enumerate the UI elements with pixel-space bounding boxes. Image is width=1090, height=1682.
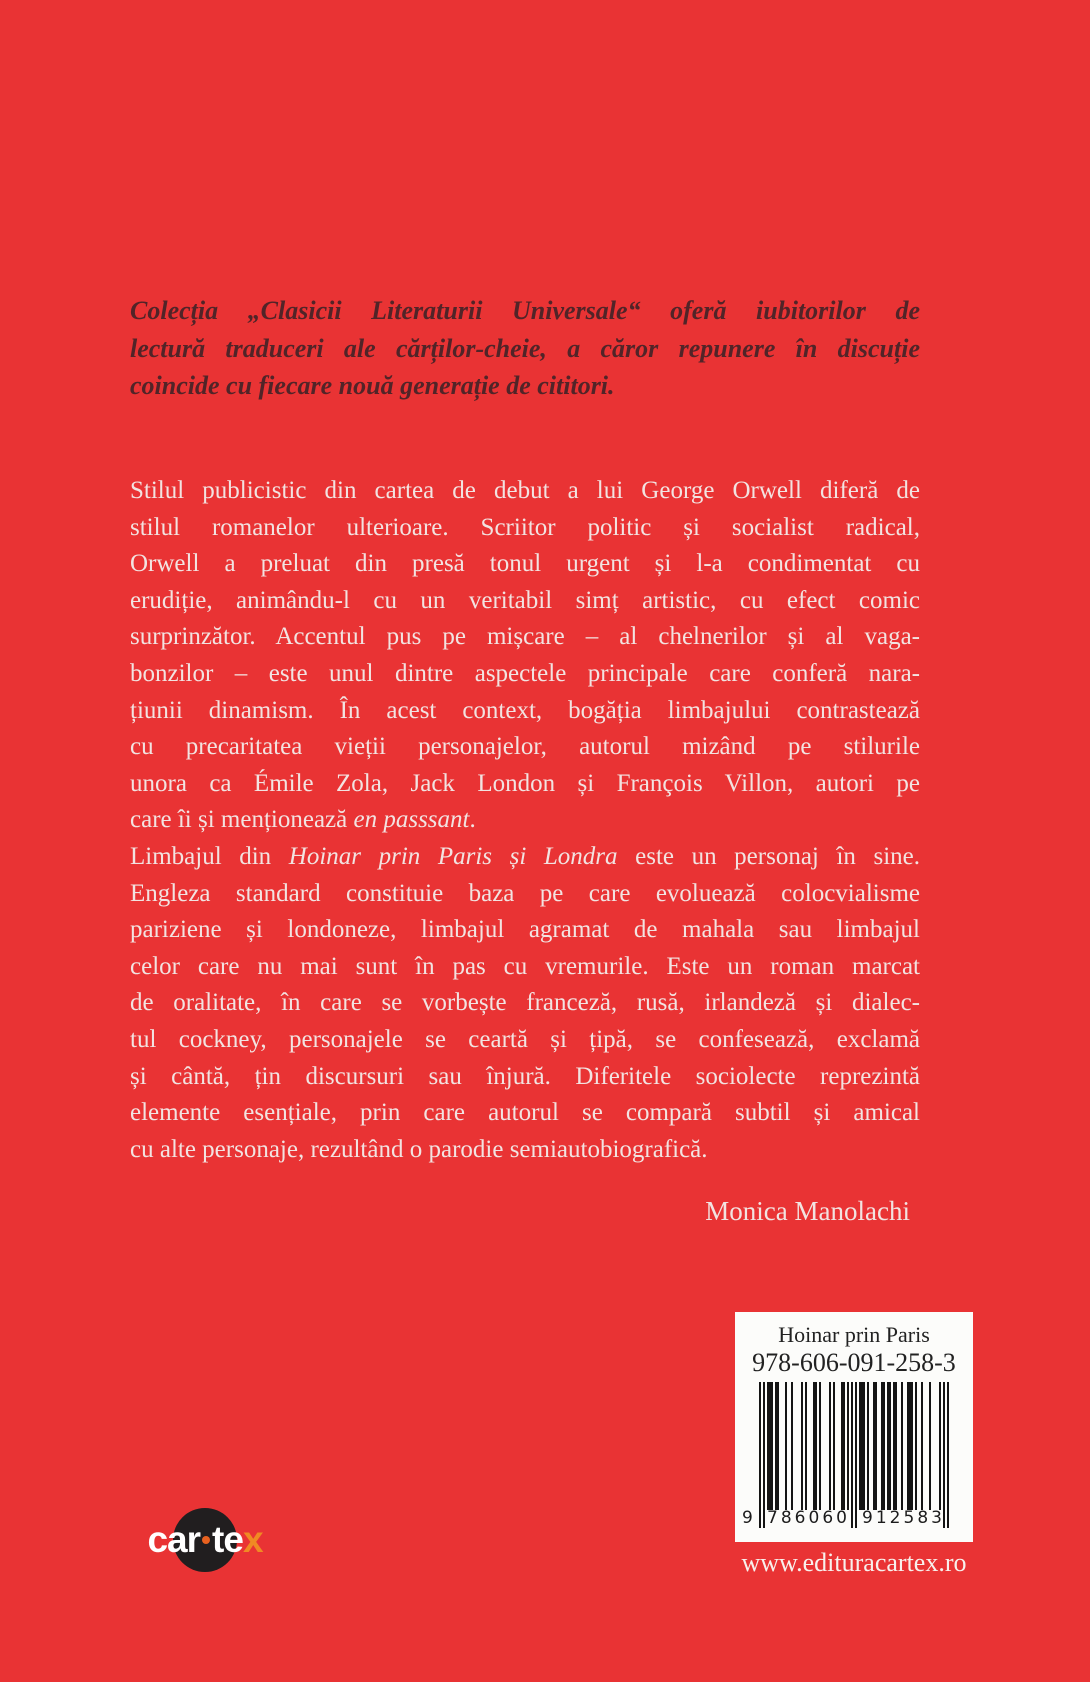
review-line: Limbajul din Hoinar prin Paris și Londra este un personaj în sine. — [130, 842, 920, 870]
barcode-bars — [759, 1382, 949, 1528]
review-line: erudiție, animându-l cu un veritabil simț artistic, cu efect comic — [130, 586, 920, 614]
blurb-line: lectură traduceri ale cărților-cheie, a căror repunere în discuție — [130, 333, 920, 363]
blurb-line: Colecția „Clasicii Literaturii Universale“ oferă iubitorilor de — [130, 296, 920, 325]
review-line: cu precaritatea vieții personajelor, autorul mizând pe stilurile — [130, 733, 920, 761]
review-line: bonzilor – este unul dintre aspectele principale care conferă nara- — [130, 659, 920, 687]
isbn-number: 978-606-091-258-3 — [752, 1348, 956, 1377]
review-line: de oralitate, în care se vorbește franceză, rusă, irlandeză și dialec- — [130, 989, 920, 1017]
isbn-barcode-panel — [735, 1312, 973, 1542]
blurb-line: coincide cu fiecare nouă generație de cititori. — [130, 371, 615, 401]
collection-blurb — [130, 292, 920, 405]
barcode-module — [947, 1382, 949, 1528]
review-line: tul cockney, personajele se ceartă și țipă, se confesează, exclamă — [130, 1025, 920, 1053]
review-line: și cântă, țin discursuri sau înjură. Diferitele sociolecte reprezintă — [130, 1062, 920, 1090]
review-line: care îi și menționează en passsant. — [130, 806, 476, 834]
barcode-book-title: Hoinar prin Paris — [778, 1322, 930, 1347]
logo-letter-group: te — [212, 1519, 243, 1560]
review-line: țiunii dinamism. În acest context, bogăția limbajului contrastează — [130, 696, 920, 724]
review-line: elemente esențiale, prin care autorul se compară subtil și amical — [130, 1099, 920, 1127]
logo-dot-icon — [202, 1536, 210, 1544]
review-line: pariziene și londoneze, limbajul agramat de mahala sau limbajul — [130, 916, 920, 944]
cartex-logo-text — [120, 1518, 290, 1562]
barcode-digit-first: 9 — [742, 1508, 753, 1528]
logo-letter-group: car — [147, 1519, 201, 1560]
cartex-logo — [120, 1500, 290, 1580]
review-line: Engleza standard constituie baza pe care evoluează colocvialisme — [130, 879, 920, 907]
review-line: celor care nu mai sunt în pas cu vremurile. Este un roman marcat — [130, 952, 920, 980]
review-line: unora ca Émile Zola, Jack London și François Villon, autori pe — [130, 769, 920, 797]
review-line: cu alte personaje, rezultând o parodie semiautobiografică. — [130, 1135, 708, 1163]
review-line: Orwell a preluat din presă tonul urgent și l-a condimentat cu — [130, 550, 920, 578]
review-line: surprinzător. Accentul pus pe mișcare – al chelnerilor și al vaga- — [130, 623, 920, 651]
review-line: Stilul publicistic din cartea de debut a lui George Orwell diferă de — [130, 477, 920, 504]
barcode-digits-left: 7 8 6 0 6 0 — [767, 1508, 847, 1528]
publisher-website-url: www.edituracartex.ro — [741, 1548, 967, 1577]
logo-letter-group: x — [242, 1519, 263, 1560]
review-line: stilul romanelor ulterioare. Scriitor politic și socialist radical, — [130, 513, 920, 541]
review-text — [130, 473, 920, 1168]
reviewer-signature: Monica Manolachi — [705, 1196, 910, 1226]
barcode-digits-right: 9 1 2 5 8 3 — [862, 1508, 942, 1528]
barcode-digits — [742, 1508, 949, 1528]
